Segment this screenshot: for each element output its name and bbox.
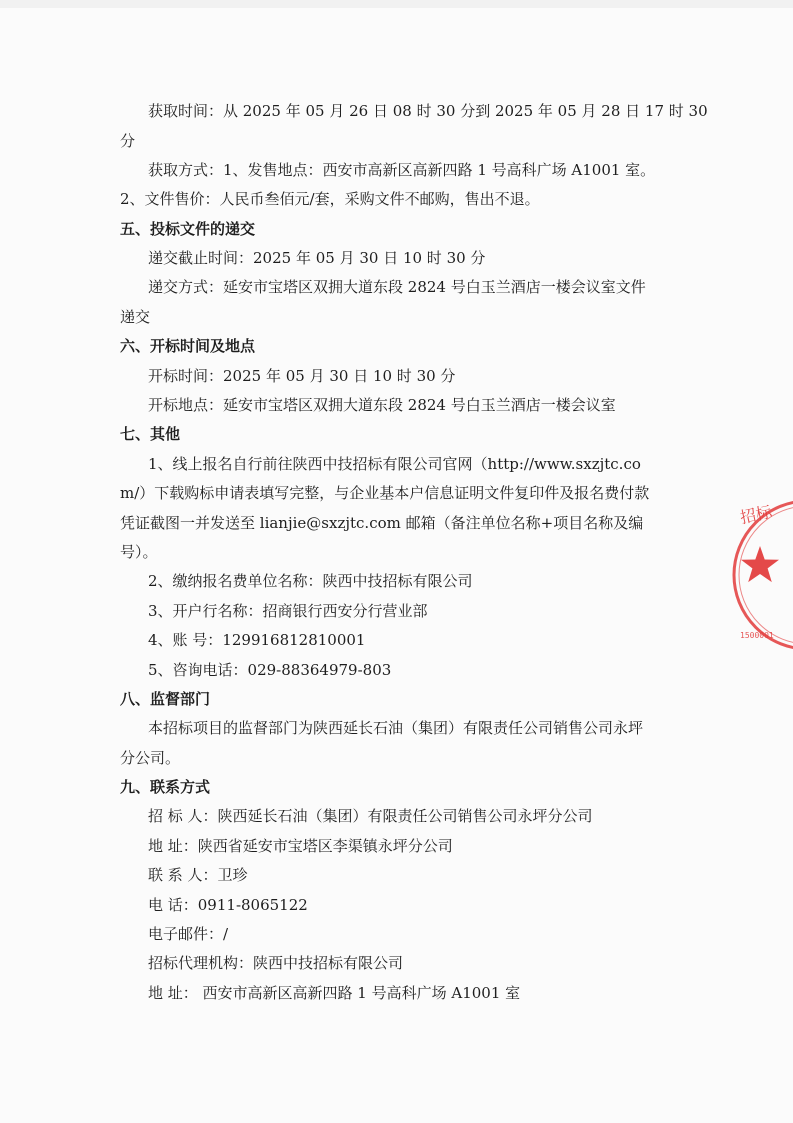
doc-line: 电子邮件：/ <box>148 925 229 943</box>
doc-line: 分公司。 <box>120 749 181 767</box>
doc-line: 2、缴纳报名费单位名称：陕西中技招标有限公司 <box>148 572 473 590</box>
doc-line: 开标地点：延安市宝塔区双拥大道东段 2824 号白玉兰酒店一楼会议室 <box>148 396 616 414</box>
doc-line: 电 话：0911-8065122 <box>148 896 308 914</box>
doc-line: 凭证截图一并发送至 lianjie@sxzjtc.com 邮箱（备注单位名称+项目名称及编 <box>120 514 644 532</box>
seal-number: 1500001 <box>740 631 774 640</box>
doc-line: 招标代理机构：陕西中技招标有限公司 <box>148 954 404 972</box>
doc-line: 分 <box>120 132 136 150</box>
doc-line: 地 址：陕西省延安市宝塔区李渠镇永坪分公司 <box>148 837 453 855</box>
doc-line: 3、开户行名称：招商银行西安分行营业部 <box>148 602 428 620</box>
doc-line: 1、线上报名自行前往陕西中技招标有限公司官网（http://www.sxzjtc.co <box>148 455 641 473</box>
star-icon <box>741 546 779 582</box>
doc-line: 2、文件售价：人民币叁佰元/套，采购文件不邮购，售出不退。 <box>120 190 540 208</box>
section-heading: 五、投标文件的递交 <box>120 220 256 238</box>
doc-line: m/）下载购标申请表填写完整，与企业基本户信息证明文件复印件及报名费付款 <box>120 484 650 502</box>
company-seal <box>728 495 793 655</box>
doc-line: 地 址： 西安市高新区高新四路 1 号高科广场 A1001 室 <box>148 984 521 1002</box>
doc-line: 获取时间：从 2025 年 05 月 26 日 08 时 30 分到 2025 年 05 月 28 日 17 时 30 <box>148 102 708 120</box>
section-heading: 六、开标时间及地点 <box>120 337 256 355</box>
seal-text: 招标 <box>738 502 774 528</box>
section-heading: 七、其他 <box>120 425 181 443</box>
section-heading: 八、监督部门 <box>120 690 211 708</box>
doc-line: 递交方式：延安市宝塔区双拥大道东段 2824 号白玉兰酒店一楼会议室文件 <box>148 278 646 296</box>
doc-line: 递交 <box>120 308 151 326</box>
doc-line: 号）。 <box>120 543 158 561</box>
doc-line: 递交截止时间：2025 年 05 月 30 日 10 时 30 分 <box>148 249 486 267</box>
doc-line: 招 标 人：陕西延长石油（集团）有限责任公司销售公司永坪分公司 <box>148 807 593 825</box>
section-heading: 九、联系方式 <box>120 778 211 796</box>
doc-line: 获取方式：1、发售地点：西安市高新区高新四路 1 号高科广场 A1001 室。 <box>148 161 656 179</box>
seal-graphic <box>728 495 793 655</box>
scan-edge <box>0 0 793 8</box>
doc-line: 4、账 号：129916812810001 <box>148 631 366 649</box>
doc-line: 开标时间：2025 年 05 月 30 日 10 时 30 分 <box>148 367 456 385</box>
doc-line: 本招标项目的监督部门为陕西延长石油（集团）有限责任公司销售公司永坪 <box>148 719 644 737</box>
doc-line: 联 系 人：卫珍 <box>148 866 248 884</box>
doc-line: 5、咨询电话：029-88364979-803 <box>148 661 392 679</box>
